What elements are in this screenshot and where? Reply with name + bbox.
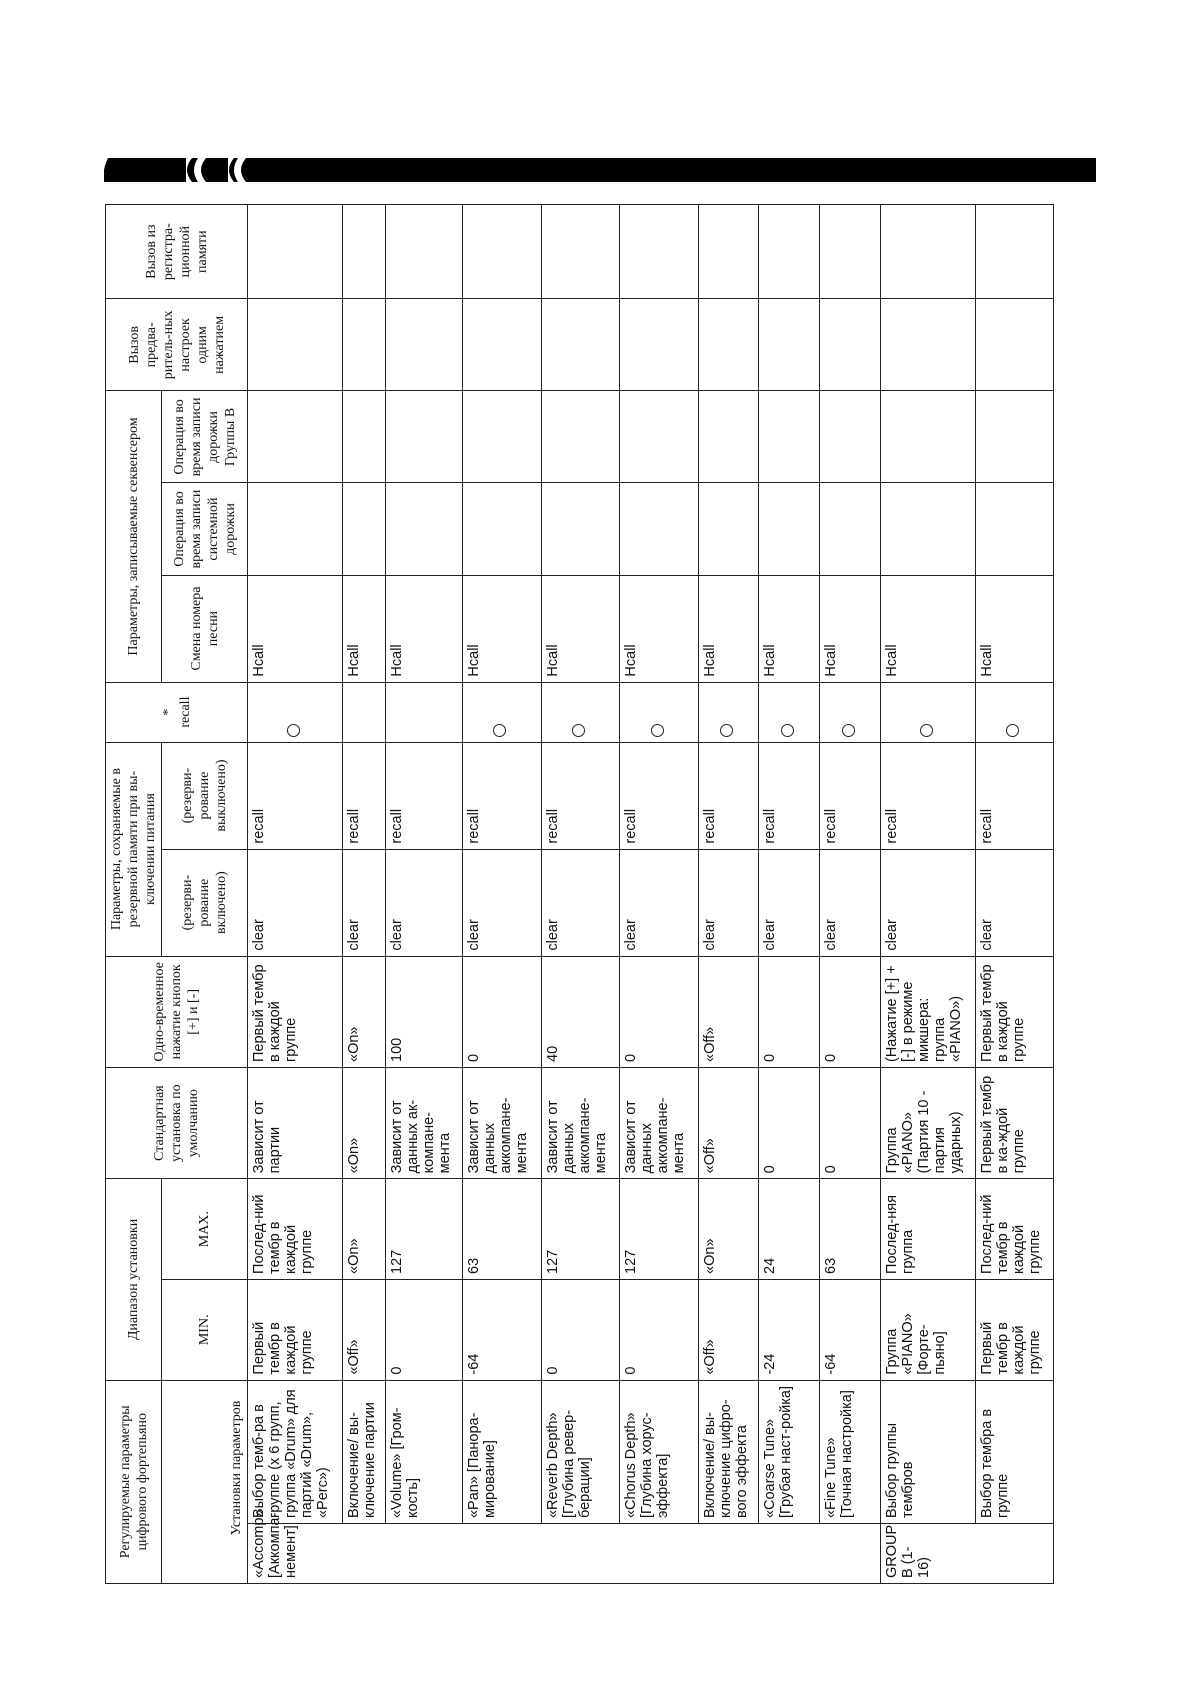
group-cell: GROUP B (1-16) xyxy=(881,1524,1054,1584)
backup-off-cell: recall xyxy=(248,742,343,849)
min-cell: 0 xyxy=(620,1279,699,1380)
recall-cell xyxy=(463,682,542,742)
header-simultaneous: Одно-временное нажатие кнопок [+] и [-] xyxy=(106,956,248,1067)
min-cell: -64 xyxy=(463,1279,542,1380)
recall-cell xyxy=(699,682,759,742)
song-change-cell: Hcall xyxy=(541,575,620,682)
group-b-track-cell xyxy=(759,391,820,483)
registration-cell xyxy=(343,205,386,299)
registration-cell xyxy=(541,205,620,299)
recall-cell xyxy=(976,682,1054,742)
one-touch-cell xyxy=(820,299,881,391)
backup-on-cell: clear xyxy=(463,849,542,956)
header-recall-label: recall xyxy=(177,696,193,728)
group-b-track-cell xyxy=(976,391,1054,483)
default-cell: Первый тембр в ка-ждой группе xyxy=(976,1068,1054,1179)
song-change-cell: Hcall xyxy=(881,575,976,682)
header-backup-off: (резерви-рование выключено) xyxy=(162,742,248,849)
backup-off-cell: recall xyxy=(820,742,881,849)
backup-on-cell: clear xyxy=(343,849,386,956)
header-system-track: Операция во время записи системной дорожки xyxy=(162,483,248,575)
system-track-cell xyxy=(343,483,386,575)
one-touch-cell xyxy=(699,299,759,391)
backup-on-cell: clear xyxy=(976,849,1054,956)
backup-on-cell: clear xyxy=(385,849,463,956)
song-change-cell: Hcall xyxy=(248,575,343,682)
param-cell: «Coarse Tune» [Грубая наст-ройка] xyxy=(759,1380,820,1523)
one-touch-cell xyxy=(620,299,699,391)
song-change-cell: Hcall xyxy=(343,575,386,682)
min-cell: Первый тембр в каждой группе xyxy=(248,1279,343,1380)
backup-off-cell: recall xyxy=(699,742,759,849)
one-touch-cell xyxy=(759,299,820,391)
max-cell: 63 xyxy=(463,1179,542,1280)
circle-icon xyxy=(287,724,300,737)
header-recall xyxy=(106,682,248,742)
default-cell: Зависит от данных аккомпане-мента xyxy=(620,1068,699,1179)
backup-off-cell: recall xyxy=(463,742,542,849)
header-group-b-track: Операция во время записи дорожки Группы B xyxy=(162,391,248,483)
circle-icon xyxy=(920,724,933,737)
simultaneous-cell: Первый тембр в каждой группе xyxy=(248,956,343,1067)
group-b-track-cell xyxy=(463,391,542,483)
header-one-touch: Вызов предва-ритель-ных настроек одним нажатием xyxy=(106,299,248,391)
max-cell: 63 xyxy=(820,1179,881,1280)
one-touch-cell xyxy=(343,299,386,391)
header-song-change: Смена номера песни xyxy=(162,575,248,682)
backup-on-cell: clear xyxy=(248,849,343,956)
banner-segment-1 xyxy=(104,158,186,182)
table-row xyxy=(541,205,620,1584)
header-min: MIN. xyxy=(162,1279,248,1380)
max-cell: «On» xyxy=(699,1179,759,1280)
group-cell: «Accomp» [Аккомпа-немент] xyxy=(248,1524,881,1584)
param-cell: Выбор темб-ра в группе (x 6 групп, группа «Drum» для партий «Drum», «Perc») xyxy=(248,1380,343,1523)
param-cell: «Volume» [Гром-кость] xyxy=(385,1380,463,1523)
backup-off-cell: recall xyxy=(976,742,1054,849)
banner-segment-5 xyxy=(241,158,1096,182)
default-cell: Зависит от партии xyxy=(248,1068,343,1179)
song-change-cell: Hcall xyxy=(820,575,881,682)
min-cell: -64 xyxy=(820,1279,881,1380)
system-track-cell xyxy=(463,483,542,575)
min-cell: -24 xyxy=(759,1279,820,1380)
header-default: Стандартная установка по умолчанию xyxy=(106,1068,248,1179)
registration-cell xyxy=(699,205,759,299)
recall-cell xyxy=(385,682,463,742)
group-b-track-cell xyxy=(881,391,976,483)
system-track-cell xyxy=(759,483,820,575)
backup-on-cell: clear xyxy=(820,849,881,956)
default-cell: Зависит от данных аккомпане-мента xyxy=(541,1068,620,1179)
header-param-settings: Установки параметров xyxy=(162,1380,248,1583)
group-b-track-cell xyxy=(541,391,620,483)
simultaneous-cell: 0 xyxy=(620,956,699,1067)
backup-on-cell: clear xyxy=(881,849,976,956)
min-cell: Группа «PIANO» [Форте-пьяно] xyxy=(881,1279,976,1380)
default-cell: «Off» xyxy=(699,1068,759,1179)
circle-icon xyxy=(493,724,506,737)
table-row xyxy=(976,205,1054,1584)
min-cell: 0 xyxy=(385,1279,463,1380)
one-touch-cell xyxy=(881,299,976,391)
circle-icon xyxy=(651,724,664,737)
default-cell: Зависит от данных ак-компане-мента xyxy=(385,1068,463,1179)
recall-cell xyxy=(759,682,820,742)
banner-segment-3 xyxy=(201,158,228,182)
simultaneous-cell: Первый тембр в каждой группе xyxy=(976,956,1054,1067)
recall-cell xyxy=(620,682,699,742)
system-track-cell xyxy=(976,483,1054,575)
registration-cell xyxy=(248,205,343,299)
circle-icon xyxy=(842,724,855,737)
default-cell: 0 xyxy=(820,1068,881,1179)
param-cell: «Pan» [Панора-мирование] xyxy=(463,1380,542,1523)
system-track-cell xyxy=(248,483,343,575)
banner-segment-2 xyxy=(187,158,198,182)
param-cell: Включение/ вы-ключение цифро-вого эффекта xyxy=(699,1380,759,1523)
group-b-track-cell xyxy=(385,391,463,483)
recall-cell xyxy=(343,682,386,742)
circle-icon xyxy=(1006,724,1019,737)
max-cell: 127 xyxy=(541,1179,620,1280)
param-cell: «Fine Tune» [Точная настройка] xyxy=(820,1380,881,1523)
default-cell: Зависит от данных аккомпане-мента xyxy=(463,1068,542,1179)
min-cell: 0 xyxy=(541,1279,620,1380)
min-cell: Первый тембр в каждой группе xyxy=(976,1279,1054,1380)
song-change-cell: Hcall xyxy=(620,575,699,682)
backup-on-cell: clear xyxy=(699,849,759,956)
backup-on-cell: clear xyxy=(759,849,820,956)
default-cell: Группа «PIANO» (Партия 10 - партия ударных) xyxy=(881,1068,976,1179)
parameter-table xyxy=(105,204,1054,1584)
default-cell: 0 xyxy=(759,1068,820,1179)
simultaneous-cell: «On» xyxy=(343,956,386,1067)
group-b-track-cell xyxy=(699,391,759,483)
simultaneous-cell: 40 xyxy=(541,956,620,1067)
header-registration: Вызов из регистра-ционной памяти xyxy=(106,205,248,299)
header-recall-star: * xyxy=(160,708,176,716)
group-b-track-cell xyxy=(248,391,343,483)
group-b-track-cell xyxy=(620,391,699,483)
header-adjustable-params: Регулируемые параметры цифрового фортепьяно xyxy=(106,1380,162,1583)
simultaneous-cell: 0 xyxy=(820,956,881,1067)
system-track-cell xyxy=(620,483,699,575)
registration-cell xyxy=(620,205,699,299)
table-row xyxy=(759,205,820,1584)
system-track-cell xyxy=(541,483,620,575)
table-row xyxy=(463,205,542,1584)
song-change-cell: Hcall xyxy=(385,575,463,682)
param-cell: Выбор группы тембров xyxy=(881,1380,976,1523)
table-row xyxy=(385,205,463,1584)
backup-off-cell: recall xyxy=(759,742,820,849)
registration-cell xyxy=(976,205,1054,299)
min-cell: «Off» xyxy=(699,1279,759,1380)
section-banner xyxy=(104,158,1096,182)
header-max: MAX. xyxy=(162,1179,248,1280)
max-cell: 127 xyxy=(385,1179,463,1280)
table-row xyxy=(820,205,881,1584)
recall-cell xyxy=(248,682,343,742)
system-track-cell xyxy=(820,483,881,575)
system-track-cell xyxy=(699,483,759,575)
one-touch-cell xyxy=(541,299,620,391)
backup-off-cell: recall xyxy=(343,742,386,849)
backup-off-cell: recall xyxy=(541,742,620,849)
max-cell: Послед-няя группа xyxy=(881,1179,976,1280)
banner-segment-4 xyxy=(229,158,238,182)
param-cell: «Chorus Depth» [Глубина хорус-эффекта] xyxy=(620,1380,699,1523)
recall-cell xyxy=(541,682,620,742)
registration-cell xyxy=(759,205,820,299)
song-change-cell: Hcall xyxy=(759,575,820,682)
param-cell: Выбор тембра в группе xyxy=(976,1380,1054,1523)
circle-icon xyxy=(720,724,733,737)
table-row xyxy=(699,205,759,1584)
one-touch-cell xyxy=(385,299,463,391)
default-cell: «On» xyxy=(343,1068,386,1179)
param-cell: Включение/ вы-ключение партии xyxy=(343,1380,386,1523)
registration-cell xyxy=(820,205,881,299)
system-track-cell xyxy=(385,483,463,575)
group-b-track-cell xyxy=(820,391,881,483)
system-track-cell xyxy=(881,483,976,575)
recall-cell xyxy=(881,682,976,742)
one-touch-cell xyxy=(976,299,1054,391)
table-row xyxy=(881,205,976,1584)
recall-cell xyxy=(820,682,881,742)
table-row xyxy=(343,205,386,1584)
param-cell: «Reverb Depth» [Глубина ревер-берации] xyxy=(541,1380,620,1523)
registration-cell xyxy=(385,205,463,299)
header-sequencer: Параметры, записываемые секвенсером xyxy=(106,391,162,682)
backup-on-cell: clear xyxy=(541,849,620,956)
backup-on-cell: clear xyxy=(620,849,699,956)
circle-icon xyxy=(781,724,794,737)
song-change-cell: Hcall xyxy=(463,575,542,682)
backup-off-cell: recall xyxy=(881,742,976,849)
table-body xyxy=(248,205,1054,1584)
header-range: Диапазон установки xyxy=(106,1179,162,1380)
simultaneous-cell: 0 xyxy=(463,956,542,1067)
group-b-track-cell xyxy=(343,391,386,483)
song-change-cell: Hcall xyxy=(699,575,759,682)
one-touch-cell xyxy=(463,299,542,391)
parameter-table-rotated xyxy=(105,204,1054,1584)
table-row xyxy=(620,205,699,1584)
backup-off-cell: recall xyxy=(620,742,699,849)
registration-cell xyxy=(463,205,542,299)
header-backup-on: (резерви-рование включено) xyxy=(162,849,248,956)
table-row xyxy=(248,205,343,1584)
simultaneous-cell: «Off» xyxy=(699,956,759,1067)
one-touch-cell xyxy=(248,299,343,391)
song-change-cell: Hcall xyxy=(976,575,1054,682)
max-cell: 127 xyxy=(620,1179,699,1280)
circle-icon xyxy=(572,724,585,737)
max-cell: 24 xyxy=(759,1179,820,1280)
max-cell: Послед-ний тембр в каждой группе xyxy=(248,1179,343,1280)
max-cell: «On» xyxy=(343,1179,386,1280)
simultaneous-cell: (Нажатие [+] + [-] в режиме микшера: группа «PIANO») xyxy=(881,956,976,1067)
header-backup: Параметры, сохраняемые в резервной памяти при вы-ключении питания xyxy=(106,742,162,956)
min-cell: «Off» xyxy=(343,1279,386,1380)
max-cell: Послед-ний тембр в каждой группе xyxy=(976,1179,1054,1280)
backup-off-cell: recall xyxy=(385,742,463,849)
simultaneous-cell: 100 xyxy=(385,956,463,1067)
registration-cell xyxy=(881,205,976,299)
simultaneous-cell: 0 xyxy=(759,956,820,1067)
